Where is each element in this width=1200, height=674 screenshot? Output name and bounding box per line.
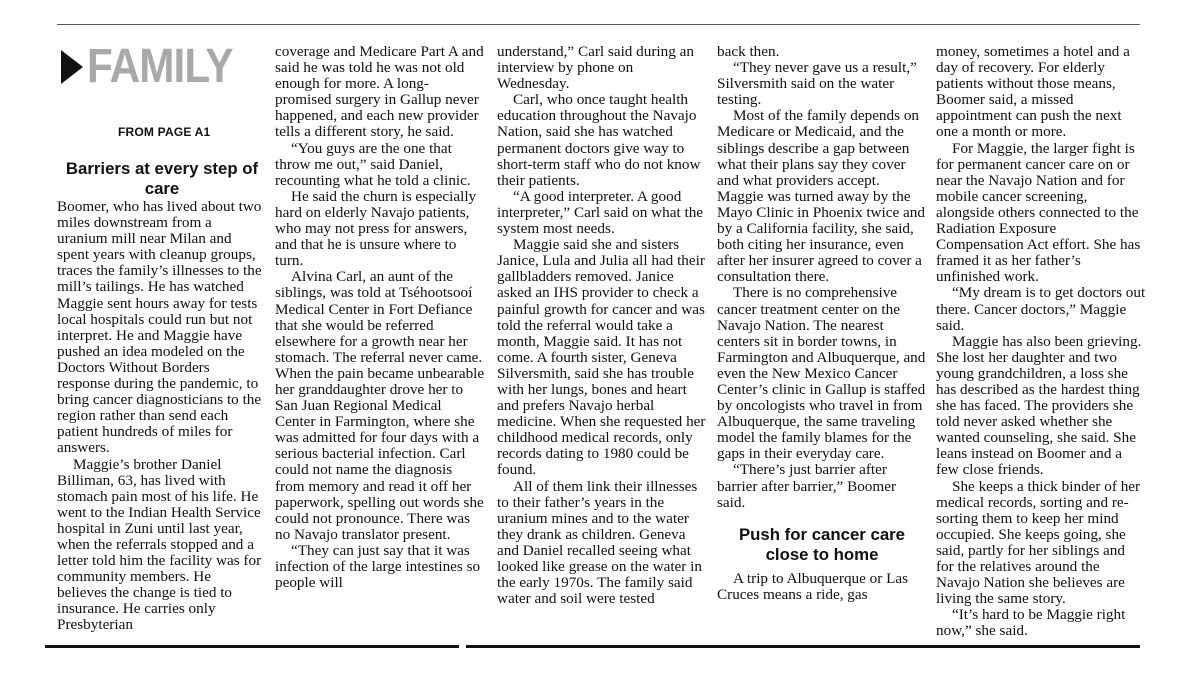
paragraph: understand,” Carl said during an interview by phone on Wednesday. xyxy=(497,43,694,93)
article-column-5 xyxy=(936,44,1146,639)
paragraph: All of them link their illnesses to their father’s years in the uranium mines and to the water they drank as children. Geneva and Daniel recalled seeing what looked like grease on the water in the early 1970s. The family said water and soil were tested xyxy=(497,477,702,608)
paragraph: Maggie said she and sisters Janice, Lula and Julia all had their gallbladders removed. Janice asked an IHS provider to check a painful growth for cancer and was told the referral would take a month, Maggie said. It has not come. A fourth sister, Geneva Silversmith, said she has trouble with her lungs, bones and heart and prefers Navajo herbal medicine. When she requested her childhood medical records, only records dating to 1980 could be found. xyxy=(497,236,706,479)
section-label xyxy=(61,40,253,93)
triangle-marker-icon xyxy=(61,50,83,84)
paragraph: back then. xyxy=(717,43,780,60)
paragraph: He said the churn is especially hard on elderly Navajo patients, who may not press for answers, and that he is unsure where to turn. xyxy=(275,187,477,270)
top-rule xyxy=(57,24,1140,25)
paragraph: Carl, who once taught health education throughout the Navajo Nation, said she has watched permanent doctors give way to short-term staff who do not know their patients. xyxy=(497,91,701,189)
article-column-2 xyxy=(275,44,485,591)
paragraph: “They can just say that it was infection of the large intestines so people will xyxy=(275,541,481,592)
paragraph: For Maggie, the larger fight is for permanent cancer care on or near the Navajo Nation and for mobile cancer screening, alongside others connected to the Radiation Exposure Compensation Act effort. She has framed it as her father’s unfinished work. xyxy=(936,139,1141,286)
paragraph: Maggie has also been grieving. She lost her daughter and two young grandchildren, a loss she has described as the hardest thing she has faced. The providers she told never asked whether she wanted counseling, she said. She leans instead on Boomer and a few close friends. xyxy=(936,332,1142,479)
bottom-rule-right xyxy=(466,645,1140,648)
paragraph: “My dream is to get doctors out there. Cancer doctors,” Maggie said. xyxy=(936,284,1146,334)
paragraph: “A good interpreter. A good interpreter,” Carl said on what the system most needs. xyxy=(497,187,704,238)
paragraph: money, sometimes a hotel and a day of recovery. For elderly patients without those means, Boomer said, a missed appointment can push the next one a month or more. xyxy=(936,43,1130,141)
paragraph: A trip to Albuquerque or Las Cruces means a ride, gas xyxy=(717,569,909,603)
paragraph: Alvina Carl, an aunt of the siblings, was told at Tséhootsooí Medical Center in Fort Defiance that she would be referred elsewhere for a growth near her stomach. The referral never came. When the pain became unbearable her granddaughter drove her to San Juan Regional Medical Center in Farmington, where she was admitted for four days with a serious bacterial infection. Carl could not name the diagnosis from memory and read it off her paperwork, spelling out words she could not pronounce. There was no Navajo translator present. xyxy=(275,268,485,543)
paragraph: Boomer, who has lived about two miles downstream from a uranium mill near Milan and spent years with cleanup groups, traces the family’s illnesses to the mill’s tailings. He has watched Maggie sent hours away for tests local hospitals could run but not interpret. He and Maggie have pushed an idea modeled on the Doctors Without Borders response during the pandemic, to bring cancer diagnosticians to the region rather than send each patient hundreds of miles for answers. xyxy=(57,198,262,457)
article-column-1 xyxy=(57,199,262,634)
paragraph: “They never gave us a result,” Silversmith said on the water testing. xyxy=(717,59,917,109)
bottom-rule-left xyxy=(45,645,459,648)
paragraph: She keeps a thick binder of her medical records, sorting and re-sorting them to keep her mind occupied. She keeps going, she said, partly for her siblings and for the relatives around the Navajo Nation she believes are living the same story. xyxy=(936,477,1141,608)
continued-from-label: FROM PAGE A1 xyxy=(118,125,211,139)
headline-cancer-care: Push for cancer care close to home xyxy=(738,524,906,564)
paragraph: “There’s just barrier after barrier after barrier,” Boomer said. xyxy=(717,461,897,511)
paragraph: “It’s hard to be Maggie right now,” she said. xyxy=(936,606,1126,640)
section-title: FAMILY xyxy=(87,40,233,93)
paragraph: Maggie’s brother Daniel Billiman, 63, has lived with stomach pain most of his life. He went to the Indian Health Service hospital in Zuni until last year, when the referrals stopped and a letter told him the facility was for community members. He believes the change is tied to insurance. He carries only Presbyterian xyxy=(57,455,262,634)
paragraph: “You guys are the one that throw me out,” said Daniel, recounting what he told a clinic. xyxy=(275,139,471,189)
headline-barriers: Barriers at every step of care xyxy=(65,159,259,198)
article-column-3 xyxy=(497,44,707,607)
paragraph: coverage and Medicare Part A and said he was told he was not old enough for more. A long-promised surgery in Gallup never happened, and each new provider tells a different story, he said. xyxy=(275,43,484,141)
paragraph: There is no comprehensive cancer treatment center on the Navajo Nation. The nearest centers sit in border towns, in Farmington and Albuquerque, and even the New Mexico Cancer Center’s clinic in Gallup is staffed by oncologists who travel in from Albuquerque, the same traveling model the family blames for the gaps in their everyday care. xyxy=(717,284,926,463)
article-column-4 xyxy=(717,44,927,603)
paragraph: Most of the family depends on Medicare or Medicaid, and the siblings describe a gap between what their plans say they cover and what providers accept. Maggie was turned away by the Mayo Clinic in Phoenix twice and by a California facility, she said, both citing her insurance, even after her insurer agreed to cover a consultation there. xyxy=(717,107,925,286)
